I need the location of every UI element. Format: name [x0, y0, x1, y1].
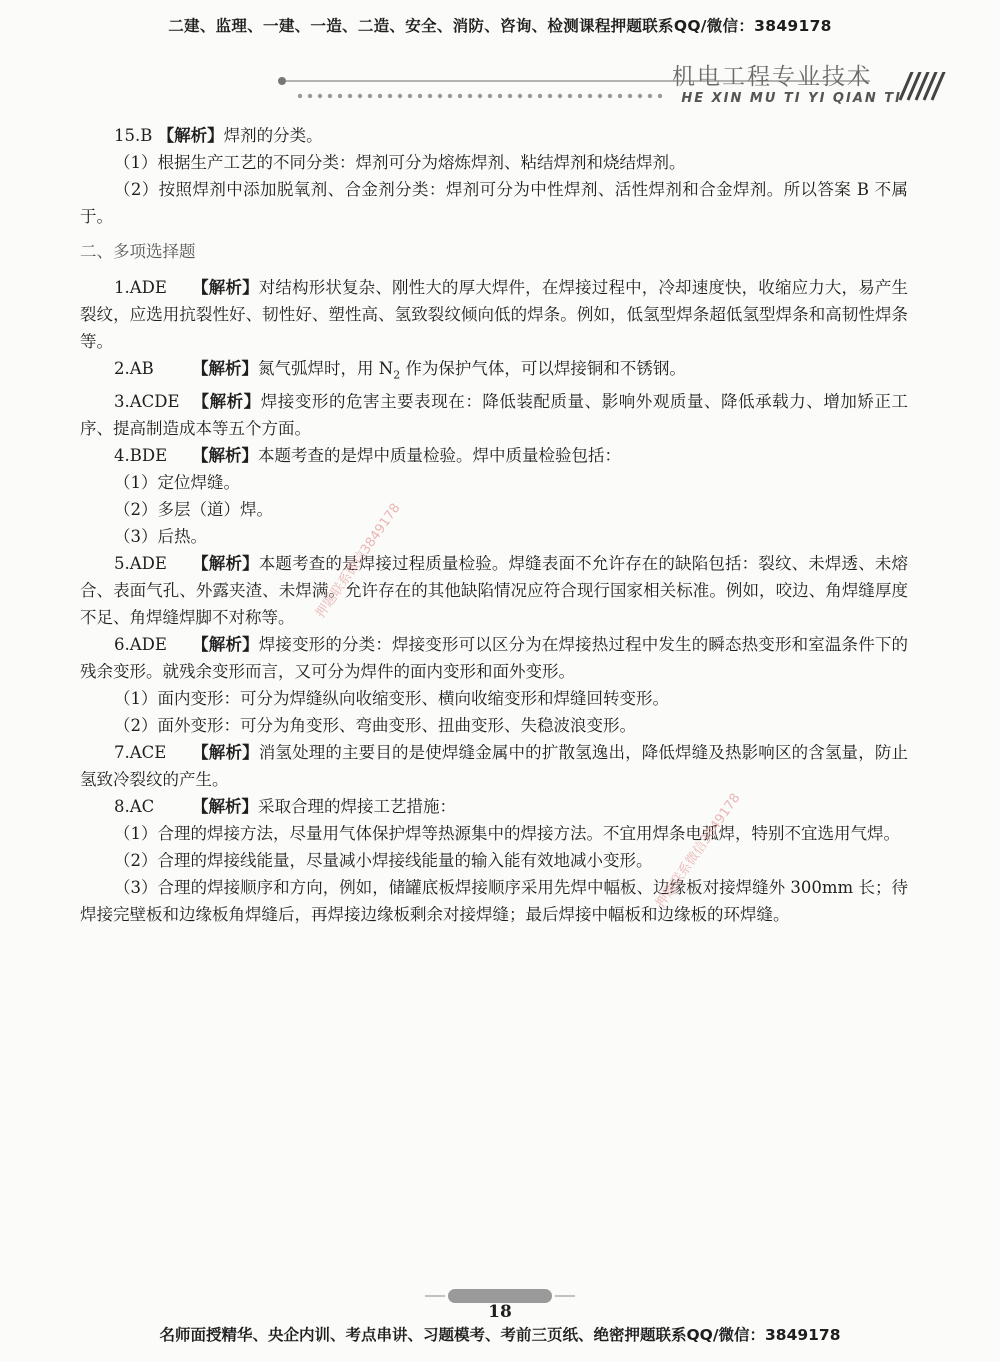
- watermark-stamp: 押题联系微信3849178: [313, 500, 404, 621]
- answer-3: 3.ACDE 【解析】焊接变形的危害主要表现在：降低装配质量、影响外观质量、降低承载力、增加矫正工序、提高制造成本等五个方面。: [80, 392, 909, 439]
- top-banner: 二建、监理、一建、一造、二造、安全、消防、咨询、检测课程押题联系QQ/微信：3849178: [168, 17, 832, 35]
- answer-5: 5.ADE 【解析】本题考查的是焊接过程质量检验。焊缝表面不允许存在的缺陷包括：裂纹、未焊透、未熔合、表面气孔、外露夹渣、未焊满。允许存在的其他缺陷情况应符合现行国家相关标准。例如，咬边、角焊缝厚度不足、角焊缝焊脚不对称等。: [80, 554, 909, 628]
- header-subtitle: HE XIN MU TI YI QIAN TI: [681, 91, 902, 106]
- answer-content: [80, 122, 908, 928]
- answer-8-sub-1: （1）合理的焊接方法，尽量用气体保护焊等热源集中的焊接方法。不宜用焊条电弧焊，特别不宜选用气焊。: [114, 824, 900, 844]
- answer-7: 7.ACE 【解析】消氢处理的主要目的是使焊缝金属中的扩散氢逸出，降低焊缝及热影响区的含氢量，防止氢致冷裂纹的产生。: [80, 743, 909, 790]
- answer-8-sub-3: （3）合理的焊接顺序和方向，例如，储罐底板焊接顺序采用先焊中幅板、边缘板对接焊缝外 300mm 长；待焊接完壁板和边缘板角焊缝后，再焊接边缘板剩余对接焊缝；最后焊接中幅板和边缘板的环焊缝。: [80, 878, 908, 925]
- q15-answer: 15.B 【解析】焊剂的分类。: [114, 126, 323, 145]
- section-heading: 二、多项选择题: [80, 242, 196, 261]
- answer-6: 6.ADE 【解析】焊接变形的分类：焊接变形可以区分为在焊接热过程中发生的瞬态热变形和室温条件下的残余变形。就残余变形而言，又可分为焊件的面内变形和面外变形。: [80, 635, 909, 682]
- answer-4-sub-3: （3）后热。: [114, 527, 207, 547]
- q15-point-1: （1）根据生产工艺的不同分类：焊剂可分为熔炼焊剂、粘结焊剂和烧结焊剂。: [114, 153, 686, 172]
- answer-8-sub-2: （2）合理的焊接线能量，尽量减小焊接线能量的输入能有效地减小变形。: [114, 851, 653, 871]
- answer-6-sub-1: （1）面内变形：可分为焊缝纵向收缩变形、横向收缩变形和焊缝回转变形。: [114, 689, 669, 709]
- answer-8: 8.AC 【解析】采取合理的焊接工艺措施：: [114, 797, 456, 817]
- answer-4-sub-1: （1）定位焊缝。: [114, 473, 240, 493]
- q15-point-2: （2）按照焊剂中添加脱氧剂、合金剂分类：焊剂可分为中性焊剂、活性焊剂和合金焊剂。所以答案 B 不属于。: [80, 180, 908, 226]
- header-title: 机电工程专业技术: [672, 64, 872, 90]
- page-number: 18: [488, 1302, 512, 1322]
- bottom-banner: 名师面授精华、央企内训、考点串讲、习题模考、考前三页纸、绝密押题联系QQ/微信：3849178: [159, 1326, 841, 1344]
- watermark-stamp: 押题联系微信3849178: [653, 790, 744, 911]
- answer-4-sub-2: （2）多层（道）焊。: [114, 500, 273, 520]
- answer-1: 1.ADE 【解析】对结构形状复杂、刚性大的厚大焊件，在焊接过程中，冷却速度快，收缩应力大，易产生裂纹，应选用抗裂性好、韧性好、塑性高、氢致裂纹倾向低的焊条。例如，低氢型焊条超低氢型焊条和高韧性焊条等。: [80, 278, 909, 351]
- answer-2: 2.AB 【解析】氮气弧焊时，用 $N_2$ 作为保护气体，可以焊接铜和不锈钢。: [114, 359, 686, 382]
- answer-6-sub-2: （2）面外变形：可分为角变形、弯曲变形、扭曲变形、失稳波浪变形。: [114, 716, 636, 736]
- answer-4: 4.BDE 【解析】本题考查的是焊中质量检验。焊中质量检验包括：: [114, 446, 621, 466]
